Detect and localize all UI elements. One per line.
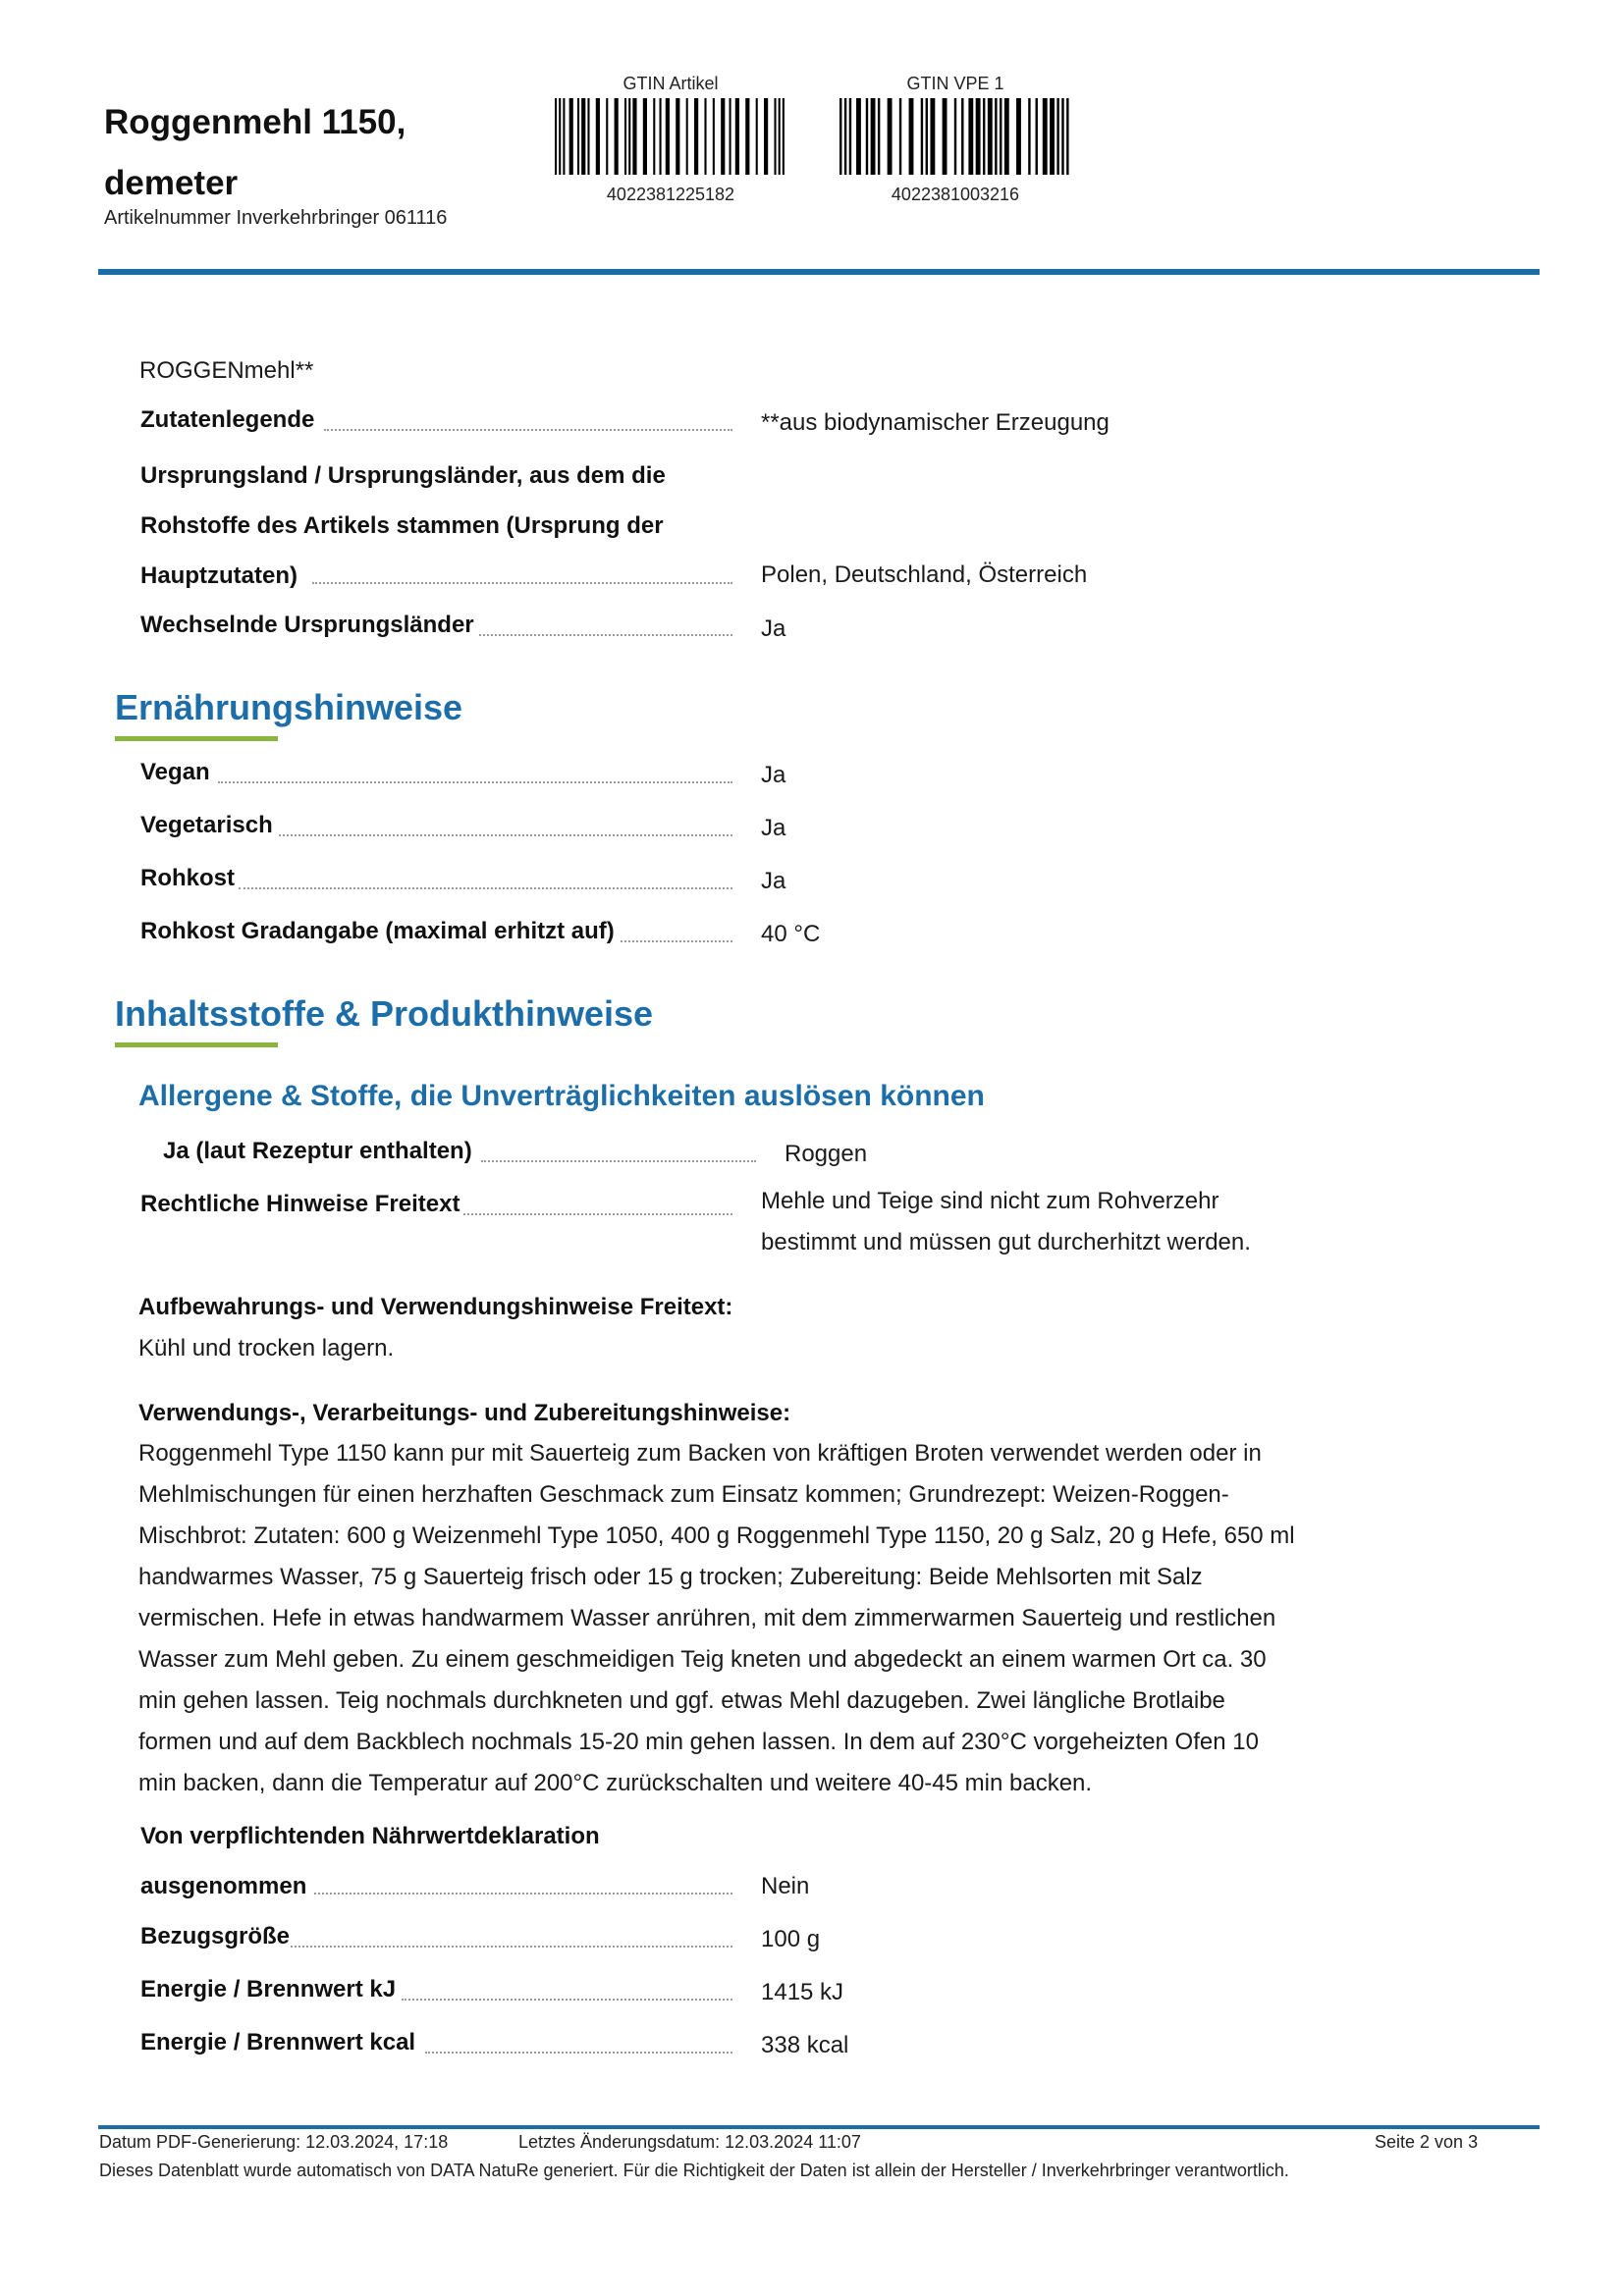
barcode-bar: [694, 98, 698, 175]
barcode-bar: [606, 98, 608, 175]
product-title: [104, 92, 516, 214]
reference-size-value: 100 g: [761, 1926, 821, 1952]
last-change-date: Letztes Änderungsdatum: 12.03.2024 11:07: [518, 2132, 861, 2152]
barcode-bar: [844, 98, 846, 175]
storage-heading: Aufbewahrungs- und Verwendungshinweise Freitext:: [138, 1294, 733, 1320]
origin-label-line1: Ursprungsland / Ursprungsländer, aus dem die: [140, 462, 666, 489]
vegetarian-value: Ja: [761, 815, 786, 841]
barcode-bar: [653, 98, 655, 175]
barcode-bar: [1056, 98, 1058, 175]
legal-notes-value: [761, 1181, 1251, 1263]
barcode-bar: [596, 98, 600, 175]
barcode-bar: [569, 98, 573, 175]
gtin-article-block: [553, 73, 788, 205]
barcode-bar: [968, 98, 973, 175]
barcode-bar: [983, 98, 985, 175]
barcode-bar: [943, 98, 947, 175]
barcode-bar: [1050, 98, 1055, 175]
barcode-bar: [871, 98, 876, 175]
barcode-bar: [721, 98, 725, 175]
barcode-bar: [666, 98, 670, 175]
barcode-bar: [961, 98, 963, 175]
barcode-bar: [930, 98, 935, 175]
article-number: Artikelnummer Inverkehrbringer 061116: [104, 207, 448, 229]
vegan-label: Vegan: [140, 759, 210, 785]
legal-notes-line2: bestimmt und müssen gut durcherhitzt werden.: [761, 1229, 1251, 1255]
changing-origin-value: Ja: [761, 615, 786, 642]
barcode-bar: [581, 98, 585, 175]
contents-heading: Inhaltsstoffe & Produkthinweise: [115, 993, 654, 1034]
gtin-vpe-block: [838, 73, 1073, 205]
usage-line: formen und auf dem Backblech nochmals 15-20 min gehen lassen. In dem auf 230°C vorgeheizten Ofen 10: [138, 1729, 1259, 1755]
legal-notes-line1: Mehle und Teige sind nicht zum Rohverzehr: [761, 1188, 1219, 1214]
barcode-bar: [730, 98, 731, 175]
leader-dots: [239, 887, 732, 889]
changing-origin-label: Wechselnde Ursprungsländer: [140, 612, 474, 638]
usage-text: [138, 1433, 1415, 1804]
barcode-bar: [988, 98, 993, 175]
barcode-bar: [921, 98, 923, 175]
footer-divider: [98, 2125, 1540, 2129]
barcode-bar: [676, 98, 679, 175]
barcode-bar: [779, 98, 781, 175]
barcode-bar: [563, 98, 565, 175]
heading-underline: [115, 1042, 278, 1047]
barcode-bar: [995, 98, 997, 175]
reference-size-label: Bezugsgröße: [140, 1923, 291, 1949]
barcode-bar: [587, 98, 589, 175]
page-number: Seite 2 von 3: [1375, 2132, 1479, 2152]
vegan-value: Ja: [761, 762, 786, 788]
barcode-bar: [704, 98, 706, 175]
nutrition-notes-heading: Ernährungshinweise: [115, 687, 463, 727]
origin-value: Polen, Deutschland, Österreich: [761, 561, 1088, 588]
gtin-article-label: GTIN Artikel: [623, 74, 719, 93]
product-title-line2: demeter: [104, 164, 239, 202]
usage-line: Mischbrot: Zutaten: 600 g Weizenmehl Type 1050, 400 g Roggenmehl Type 1150, 20 g Salz, 20 g Hefe, 650 ml: [138, 1522, 1295, 1549]
barcode-bar: [783, 98, 785, 175]
barcode-bar: [1028, 98, 1030, 175]
barcode-bar: [686, 98, 688, 175]
product-title-line1: Roggenmehl 1150,: [104, 103, 406, 141]
barcode-bar: [555, 98, 557, 175]
vegetarian-label: Vegetarisch: [140, 812, 273, 838]
barcode-bar: [643, 98, 647, 175]
barcode-bar: [866, 98, 868, 175]
exempt-label-line1: Von verpflichtenden Nährwertdeklaration: [140, 1823, 600, 1849]
header-divider: [98, 269, 1540, 275]
barcode-bar: [735, 98, 739, 175]
usage-line: vermischen. Hefe in etwas handwarmem Wasser anrühren, mit dem zimmerwarmen Sauerteig und restlichen: [138, 1605, 1276, 1631]
allergens-heading: Allergene & Stoffe, die Unverträglichkeiten auslösen können: [138, 1080, 985, 1112]
raw-food-label: Rohkost: [140, 865, 235, 891]
barcode-bar: [774, 98, 776, 175]
usage-line: Mehlmischungen für einen herzhaften Geschmack zum Einsatz kommen; Grundrezept: Weizen-Roggen-: [138, 1481, 1229, 1508]
allergen-label: Ja (laut Rezeptur enthalten): [163, 1138, 472, 1164]
barcode-bar: [624, 98, 626, 175]
origin-label-line2: Rohstoffe des Artikels stammen (Ursprung der: [140, 512, 664, 539]
barcode-bar: [660, 98, 662, 175]
usage-heading: Verwendungs-, Verarbeitungs- und Zubereitungshinweise:: [138, 1400, 791, 1426]
barcode-bar: [632, 98, 636, 175]
energy-kcal-label: Energie / Brennwert kcal: [140, 2029, 416, 2056]
usage-line: handwarmes Wasser, 75 g Sauerteig frisch oder 15 g trocken; Zubereitung: Beide Mehlsorten mit Salz: [138, 1564, 1203, 1590]
barcode-bar: [577, 98, 579, 175]
leader-dots: [479, 634, 732, 636]
leader-dots: [621, 940, 732, 942]
barcode-bar: [888, 98, 893, 175]
leader-dots: [425, 2052, 732, 2054]
barcode-bar: [856, 98, 861, 175]
ingredients-text: ROGGENmehl**: [139, 357, 314, 384]
barcode-bar: [713, 98, 715, 175]
barcode-bar: [976, 98, 981, 175]
barcode-bar: [926, 98, 928, 175]
barcode-bar: [628, 98, 630, 175]
barcode-bar: [745, 98, 749, 175]
origin-label-line3: Hauptzutaten): [140, 562, 298, 589]
ingredient-legend-value: **aus biodynamischer Erzeugung: [761, 409, 1110, 436]
barcode-bar: [899, 98, 901, 175]
usage-line: min gehen lassen. Teig nochmals durchkneten und ggf. etwas Mehl dazugeben. Zwei längliche Brotlaibe: [138, 1687, 1225, 1714]
leader-dots: [481, 1160, 756, 1162]
barcode-bar: [1061, 98, 1063, 175]
exempt-label: [140, 1811, 749, 1911]
leader-dots: [279, 834, 732, 836]
usage-line: min backen, dann die Temperatur auf 200°C zurückschalten und weitere 40-45 min backen.: [138, 1770, 1093, 1796]
barcode-bar: [764, 98, 768, 175]
usage-line: Roggenmehl Type 1150 kann pur mit Sauerteig zum Backen von kräftigen Broten verwendet werden oder in: [138, 1440, 1262, 1467]
gtin-article-barcode: [555, 98, 786, 175]
barcode-bar: [1043, 98, 1048, 175]
leader-dots: [312, 582, 732, 584]
exempt-label-line2: ausgenommen: [140, 1873, 307, 1899]
barcode-bar: [839, 98, 841, 175]
storage-text: Kühl und trocken lagern.: [138, 1335, 395, 1362]
barcode-bar: [1000, 98, 1001, 175]
barcode-bar: [1066, 98, 1068, 175]
barcode-bar: [849, 98, 851, 175]
heading-underline: [115, 736, 278, 741]
raw-food-value: Ja: [761, 868, 786, 894]
barcode-bar: [559, 98, 561, 175]
leader-dots: [314, 1893, 732, 1895]
barcode-bar: [756, 98, 758, 175]
footer-disclaimer: Dieses Datenblatt wurde automatisch von DATA NatuRe generiert. Für die Richtigkeit der Daten ist allein der Hersteller / Inverkehrbringer verantwortlich.: [99, 2161, 1289, 2180]
energy-kcal-value: 338 kcal: [761, 2032, 849, 2058]
barcode-bar: [878, 98, 880, 175]
raw-food-degree-value: 40 °C: [761, 921, 821, 947]
usage-line: Wasser zum Mehl geben. Zu einem geschmeidigen Teig kneten und abgedeckt an einem warmen Ort ca. 30: [138, 1646, 1267, 1673]
leader-dots: [218, 781, 732, 783]
ingredient-legend-label: Zutatenlegende: [140, 406, 315, 433]
leader-dots: [402, 1999, 732, 2001]
leader-dots: [291, 1946, 732, 1948]
raw-food-degree-label: Rohkost Gradangabe (maximal erhitzt auf): [140, 918, 615, 944]
energy-kj-label: Energie / Brennwert kJ: [140, 1976, 397, 2002]
barcode-bar: [1016, 98, 1021, 175]
gtin-vpe-number: 4022381003216: [891, 185, 1020, 204]
exempt-value: Nein: [761, 1873, 810, 1899]
gtin-vpe-label: GTIN VPE 1: [906, 74, 1004, 93]
gtin-vpe-barcode: [839, 98, 1071, 175]
barcode-bar: [909, 98, 914, 175]
allergen-value: Roggen: [785, 1141, 868, 1167]
energy-kj-value: 1415 kJ: [761, 1979, 844, 2005]
pdf-generation-date: Datum PDF-Generierung: 12.03.2024, 17:18: [99, 2132, 449, 2152]
barcode-bar: [954, 98, 956, 175]
barcode-bar: [1036, 98, 1038, 175]
barcode-bar: [1004, 98, 1009, 175]
origin-label: [140, 451, 749, 601]
leader-dots: [463, 1213, 732, 1215]
leader-dots: [324, 429, 732, 431]
legal-notes-label: Rechtliche Hinweise Freitext: [140, 1191, 460, 1217]
gtin-article-number: 4022381225182: [606, 185, 735, 204]
barcode-bar: [615, 98, 619, 175]
